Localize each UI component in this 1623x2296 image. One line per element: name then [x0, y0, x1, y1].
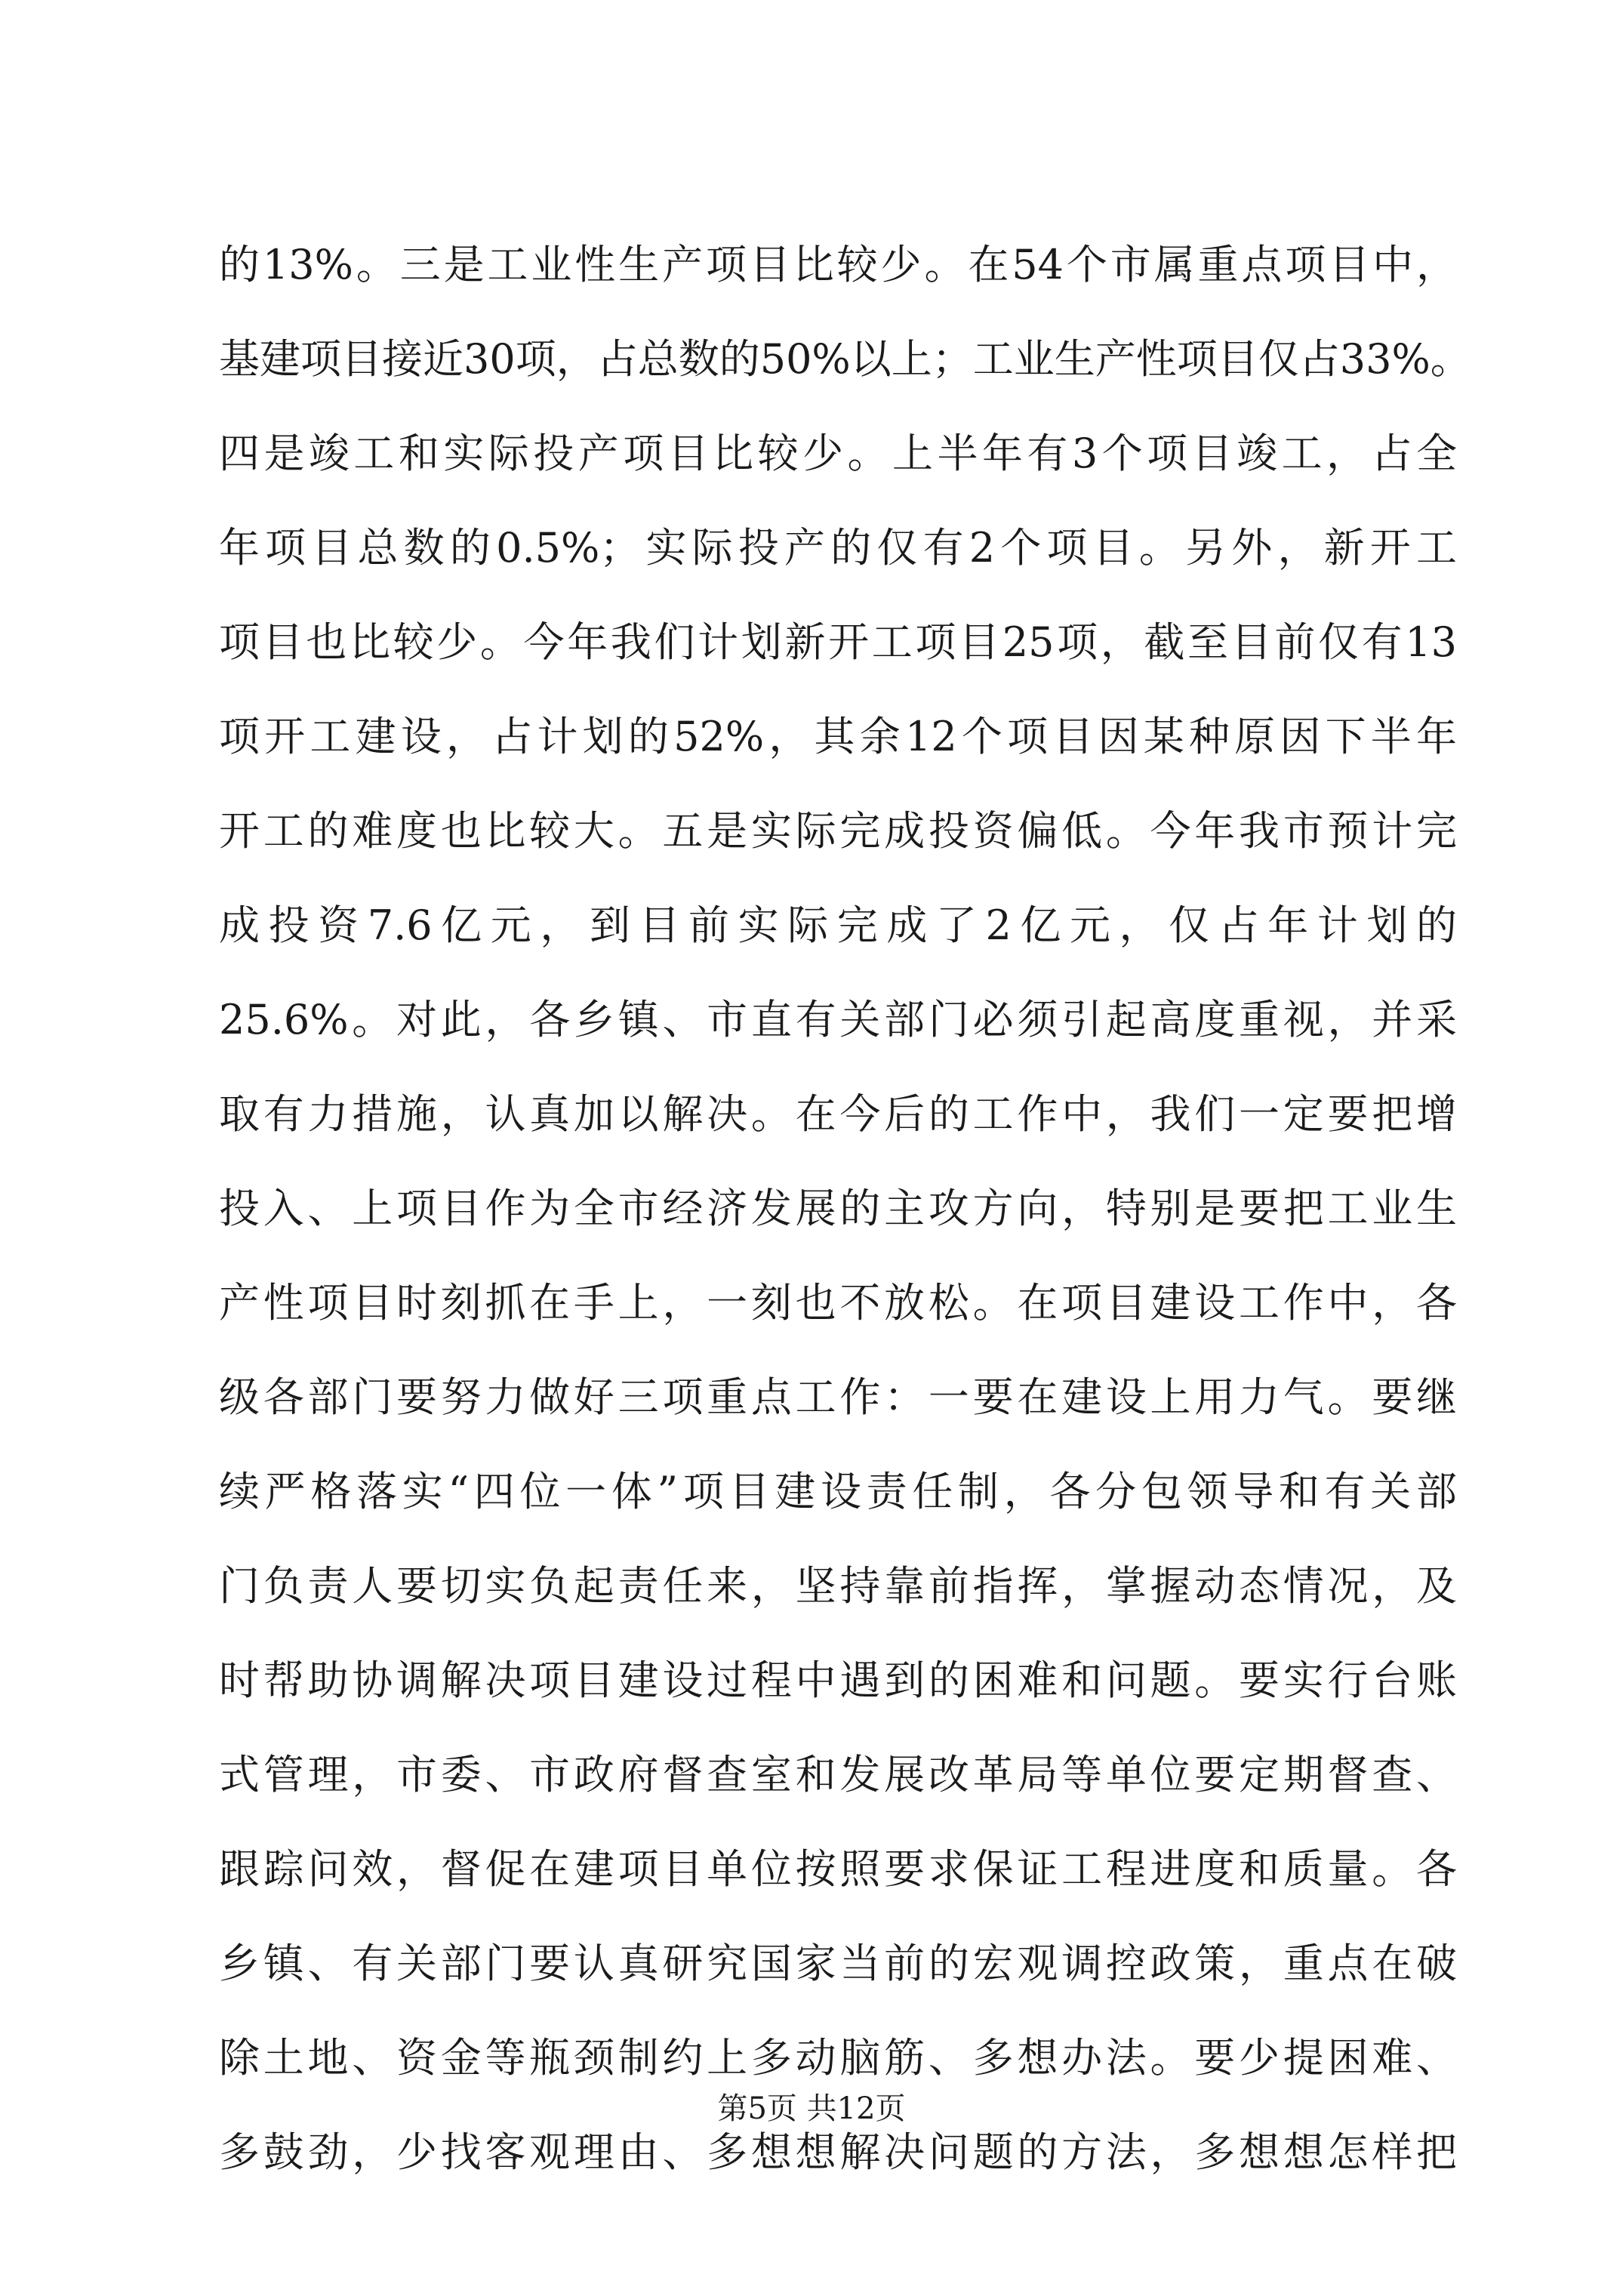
- page-number-footer: 第5页 共12页: [717, 2091, 906, 2126]
- text-line: 成投资7.6亿元，到目前实际完成了2亿元，仅占年计划的: [219, 901, 1457, 949]
- text-line: 项目也比较少。今年我们计划新开工项目25项，截至目前仅有13: [219, 618, 1457, 666]
- text-line: 时帮助协调解决项目建设过程中遇到的困难和问题。要实行台账: [219, 1657, 1457, 1704]
- text-line: 基建项目接近30项，占总数的50%以上；工业生产性项目仅占33%。: [219, 335, 1471, 383]
- text-line: 项开工建设，占计划的52%，其余12个项目因某种原因下半年: [219, 713, 1457, 760]
- text-line: 产性项目时刻抓在手上，一刻也不放松。在项目建设工作中，各: [219, 1279, 1457, 1327]
- text-line: 年项目总数的0.5%；实际投产的仅有2个项目。另外，新开工: [219, 524, 1457, 572]
- text-line: 跟踪问效，督促在建项目单位按照要求保证工程进度和质量。各: [219, 1845, 1457, 1893]
- text-line: 乡镇、有关部门要认真研究国家当前的宏观调控政策，重点在破: [219, 1940, 1457, 1987]
- text-line: 式管理，市委、市政府督查室和发展改革局等单位要定期督查、: [219, 1751, 1457, 1798]
- text-line: 开工的难度也比较大。五是实际完成投资偏低。今年我市预计完: [219, 807, 1457, 855]
- body-text: [219, 217, 1471, 2199]
- text-line: 取有力措施，认真加以解决。在今后的工作中，我们一定要把增: [219, 1090, 1457, 1138]
- text-line: 多鼓劲，少找客观理由、多想想解决问题的方法，多想想怎样把: [219, 2128, 1457, 2176]
- text-line: 四是竣工和实际投产项目比较少。上半年有3个项目竣工，占全: [219, 430, 1457, 477]
- text-line: 门负责人要切实负起责任来，坚持靠前指挥，掌握动态情况，及: [219, 1562, 1457, 1610]
- text-line: 25.6%。对此，各乡镇、市直有关部门必须引起高度重视，并采: [219, 996, 1457, 1043]
- text-line: 续严格落实“四位一体”项目建设责任制，各分包领导和有关部: [219, 1468, 1457, 1515]
- text-line: 除土地、资金等瓶颈制约上多动脑筋、多想办法。要少提困难、: [219, 2034, 1457, 2082]
- text-line: 投入、上项目作为全市经济发展的主攻方向，特别是要把工业生: [219, 1185, 1457, 1232]
- text-line: 级各部门要努力做好三项重点工作：一要在建设上用力气。要继: [219, 1373, 1457, 1421]
- text-line: 的13%。三是工业性生产项目比较少。在54个市属重点项目中，: [219, 241, 1457, 288]
